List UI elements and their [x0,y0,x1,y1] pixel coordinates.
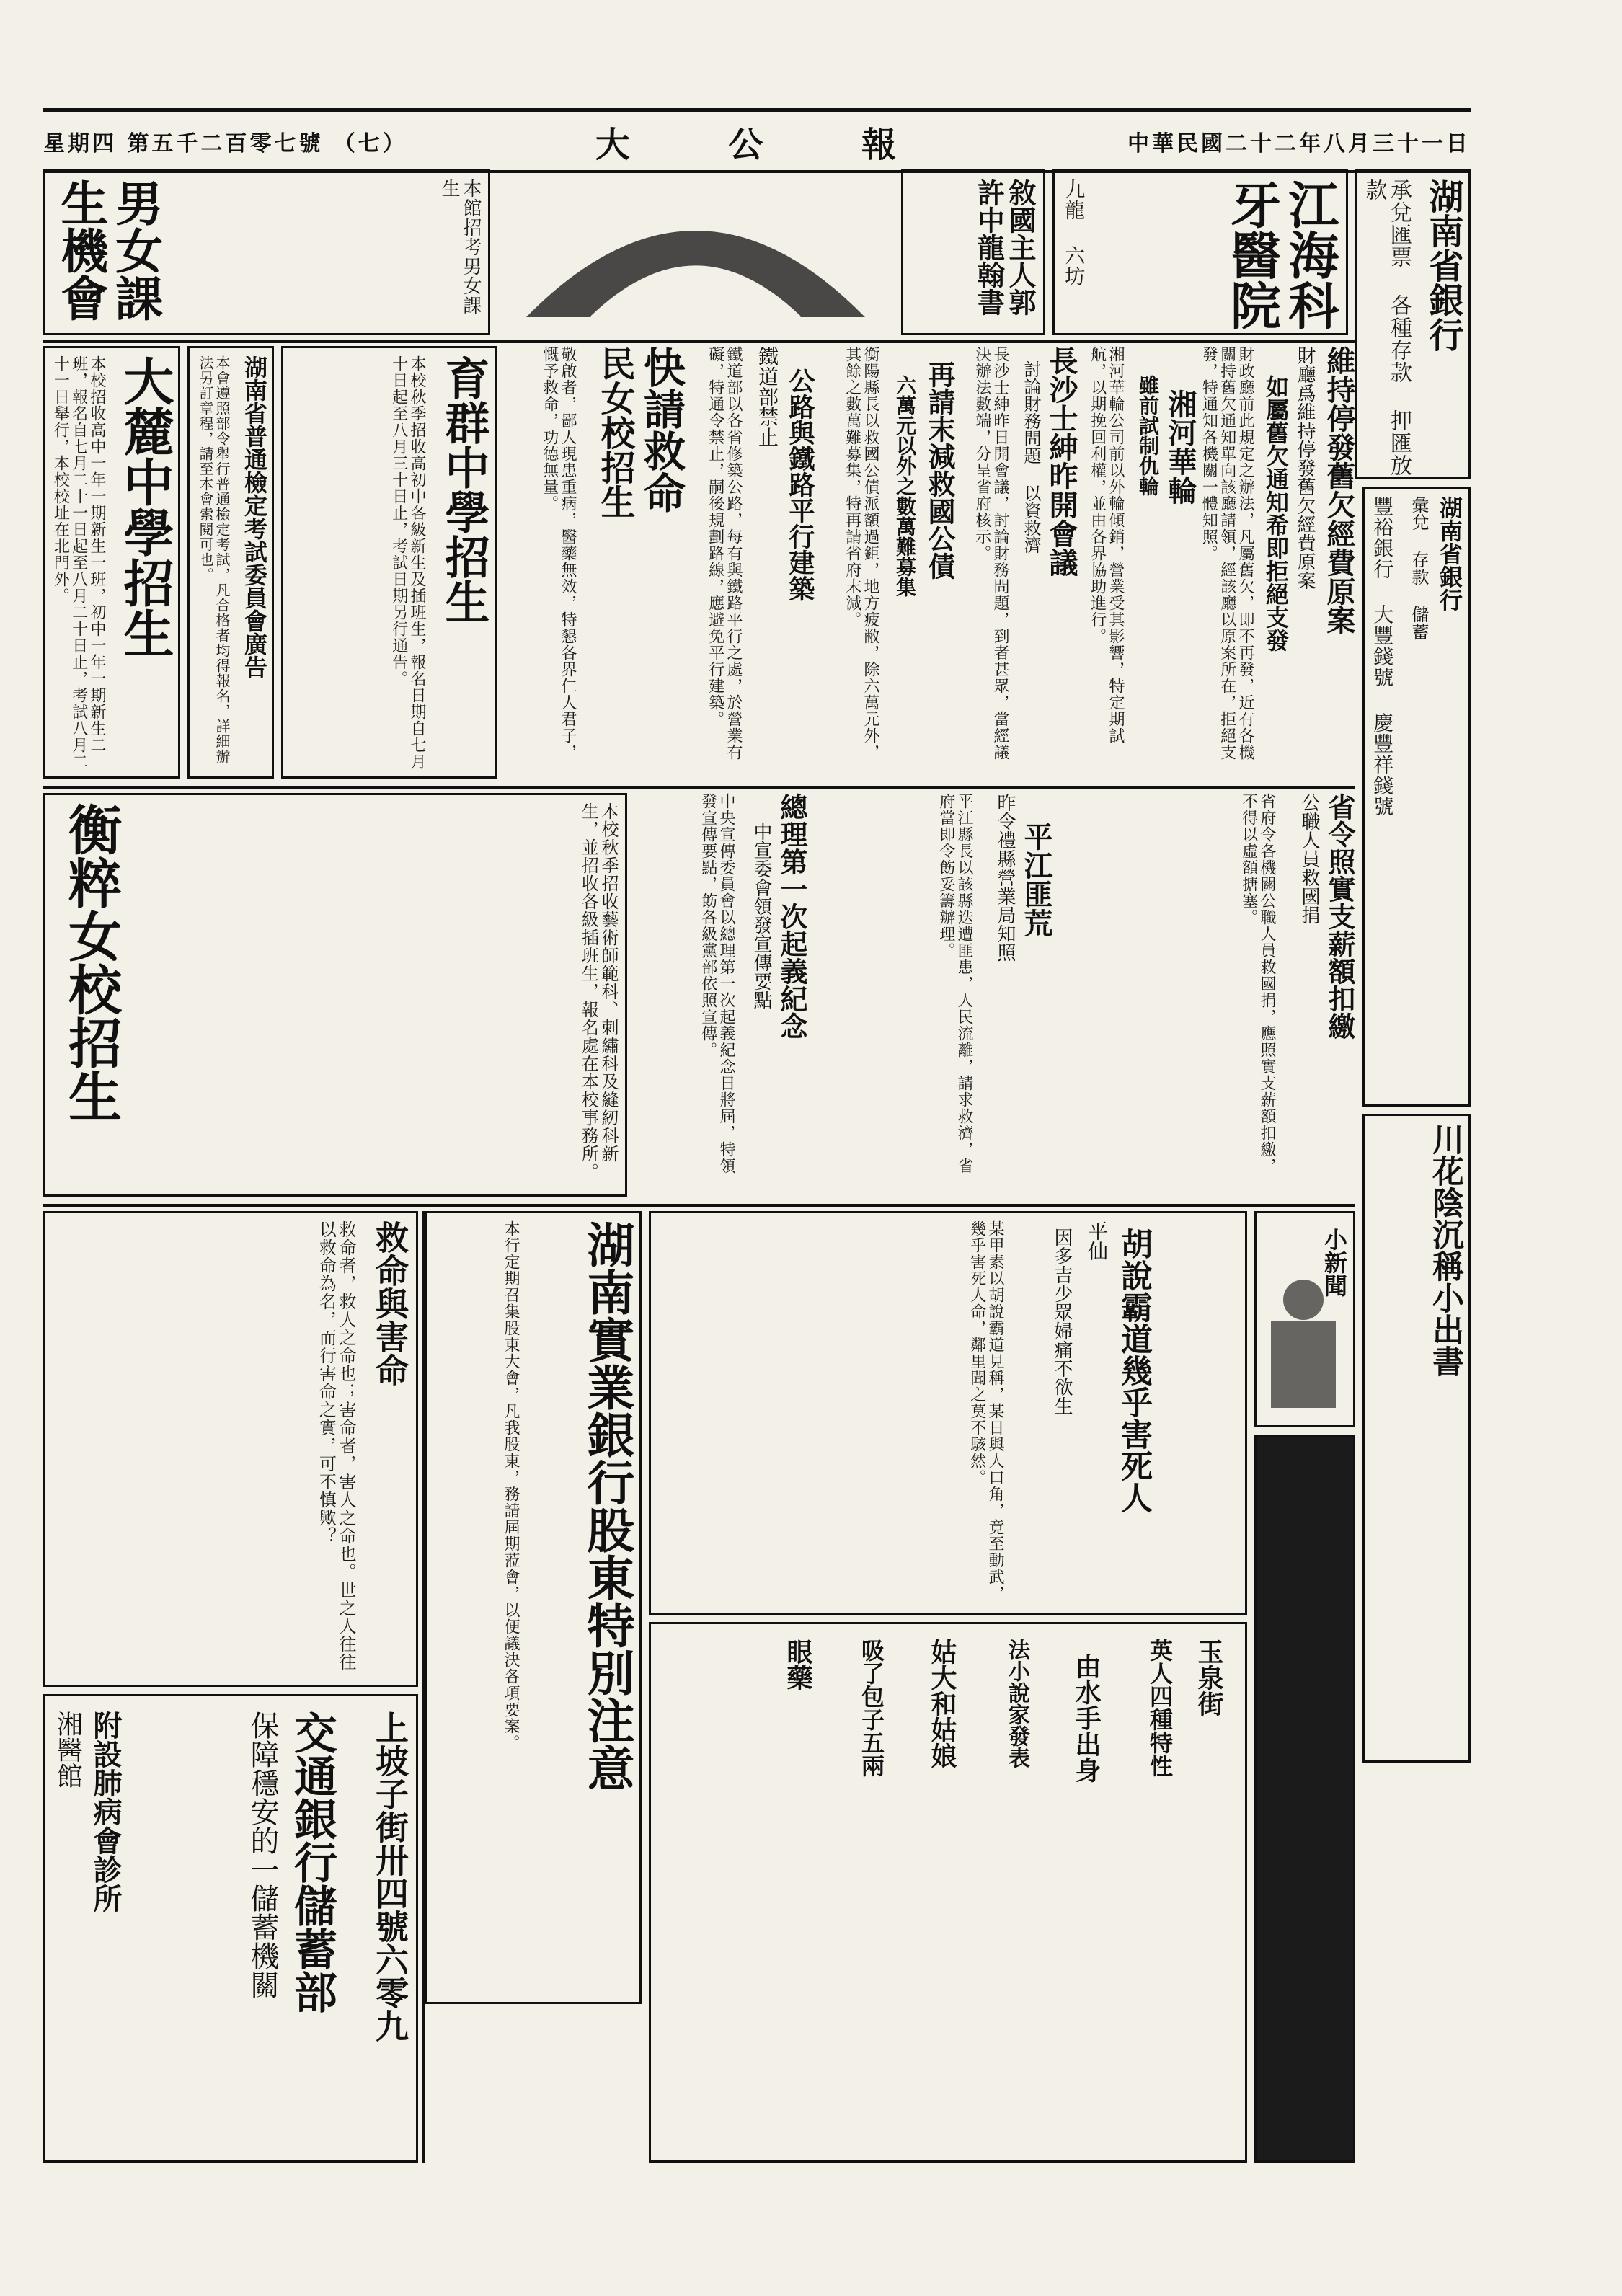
comm-bank-sub: 保障穩安的一儲蓄機關 [246,1711,279,1999]
serial-story-body: 某甲素以胡說霸道見稱，某日與人口角，竟至動武，幾乎害死人命，鄰里聞之莫不駭然。 [967,1220,1004,1602]
news-col1-sub2: 如屬舊欠通知希即拒絕支發 [1262,375,1290,652]
small-news-right-title: 川花陰沉稱小出書 [1427,1123,1463,1377]
hospital-title: 湘醫館 [53,1711,83,1789]
news-col5-headline: 公路與鐵路平行建築 [785,368,815,601]
ad-yuquan: 玉泉街 [1194,1639,1224,1716]
news-col1-body: 財政廳前此規定之辦法，凡屬舊欠，即不再發，近有各機關持舊欠通知單向該廳請領，經該廳以原案所在，拒絕支發，特通知各機關一體知照。 [1200,346,1254,761]
news-col12-sub: 中宣委會領發宣傳要點 [750,822,772,1009]
industrial-bank-headline: 湖南實業銀行股東特別注意 [579,1220,635,1791]
course-recruit-body: 本館招考男女課生 [438,179,482,315]
ad-french-novelist: 法小說家發表 [1004,1639,1029,1768]
dalu-body: 本校招收高中一年一期新生一班，初中一年一期新生二班，報名自七月二十一日起至八月二十日止，考試八月二十一日舉行，本校校址在北門外。 [51,355,106,770]
news-col4-sub: 六萬元以外之數萬難募集 [893,375,917,597]
course-recruit-title: 男女課生機會 [52,179,164,322]
middle-rule [43,786,1355,789]
news-col12-headline: 總理第一次起義紀念 [776,793,808,1040]
hengcui-headline: 衡粹女校招生 [60,802,123,1122]
news-col3-body: 長沙士紳昨日開會議，討論財務問題，到者甚眾，當經議決辦法數端，分呈省府核示。 [972,346,1009,761]
bank-list-title: 湖南省銀行 [1436,496,1463,611]
ad-sailor: 由水手出身 [1071,1653,1102,1783]
exam-committee-body: 本會遵照部令舉行普通檢定考試，凡合格者均得報名，詳細辦法另訂章程，請至本會索閱可也。 [197,355,231,764]
comm-bank-address: 上坡子街卅四號六零九 [371,1711,409,2042]
dental-hospital-title: 江海科牙醫院 [1222,179,1340,330]
news-col11 [1060,793,1355,1197]
hengcui-body: 本校秋季招收藝術師範科、刺繡科及縫紉科新生，並招收各級插班生，報名處在本校事務所。 [578,802,619,1181]
small-news-illustration [1254,1211,1355,1427]
news-col4-body: 衡陽縣長以救國公債派額過鉅，地方疲敝，除六萬元外，其餘之數萬難募集，特再請省府末減。 [843,346,879,761]
small-news-column [1362,1114,1471,1763]
reprint-text: 敘國主人郭許中龍翰書 [972,179,1037,316]
exam-committee-ad [187,346,274,779]
news-col3-headline: 長沙士紳昨開會議 [1045,346,1078,577]
dalu-school-ad [43,346,180,779]
lower-rule [43,1204,1355,1207]
ad-buns: 吸了包子五兩 [858,1639,885,1777]
hunan-bank-sub: 承兌匯票 各種存款 押匯放款 [1361,179,1412,477]
ad-four-traits: 英人四種特性 [1146,1639,1174,1777]
yuqun-headline: 育群中學招生 [438,355,490,624]
news-col2-sub: 雖前試制仇輪 [1136,375,1160,496]
news-col11-headline: 省令照實支薪額扣繳 [1324,793,1356,1040]
news-col11-sub: 公職人員救國捐 [1298,793,1320,924]
ad-lady: 姑大和姑娘 [927,1639,957,1768]
editorial-headline: 救命與害命 [371,1220,409,1386]
news-col3 [959,346,1078,779]
dental-hospital-ad [1052,169,1348,335]
urgent-body: 敬啟者，鄙人現患重病，醫藥無效，特懇各界仁人君子，慨予救命，功德無量。 [540,346,577,761]
serial-story [649,1211,1247,1615]
urgent-headline: 快請救命 [637,346,686,513]
news-col5-body: 鐵道部以各省修築公路，每有與鐵路平行之處，於營業有礙，特通令禁止，嗣後規劃路線，應避免平行建築。 [706,346,743,761]
small-news-title: 小新聞 [1321,1228,1348,1297]
reprint-notice [901,169,1045,335]
hunan-bank-ad [1355,169,1471,479]
news-col1-sub1: 財廳爲維持停發舊欠經費原案 [1294,346,1316,590]
news-col5-sub: 鐵道部禁止 [755,346,779,447]
exam-committee-headline: 湖南省普通檢定考試委員會廣告 [241,355,268,678]
news-col13 [815,793,1052,1197]
bottom-right-ad [1254,1435,1355,2163]
news-col2-headline: 湘河華輪 [1164,389,1197,505]
ornament-fan [497,173,894,332]
news-col13-body: 平江縣長以該縣迭遭匪患，人民流離，請求救濟，省府當即令飭妥籌辦理。 [936,793,973,1174]
serial-story-author: 平仙 [1085,1220,1109,1261]
editorial-body: 救命者，救人之命也；害命者，害人之命也。世之人往往以救命為名，而行害命之實，可不慎歟？ [316,1220,356,1671]
industrial-bank-notice [425,1211,642,2004]
news-col13-sub: 昨令禮縣營業局知照 [994,793,1016,962]
ad-eyedrops: 眼藥 [783,1639,813,1690]
course-recruit-ad [43,169,490,335]
top-rule [43,340,1355,343]
bank-list-sub: 彙兌 存款 儲蓄 [1409,496,1429,640]
news-col2 [1081,346,1197,779]
comm-bank-title: 交通銀行儲蓄部 [287,1711,337,2013]
yuqun-school-ad [281,346,497,779]
dental-hospital-sub: 九龍 六坊 [1062,179,1086,287]
hunan-bank-title: 湖南省銀行 [1423,179,1463,352]
urgent-notice [505,346,685,779]
news-col12 [634,793,807,1197]
masthead-title: 大 公 報 [595,124,940,165]
masthead-date: 中華民國二十二年八月三十一日 [1127,131,1471,156]
news-col5 [692,346,815,779]
news-col4-headline: 再請末減救國公債 [923,360,956,580]
news-col13-headline: 平江匪荒 [1019,822,1053,937]
yuqun-body: 本校秋季招收高初中各級新生及插班生，報名日期自七月十日起至八月三十日止，考試日期另行通告。 [389,355,426,770]
dalu-headline: 大麓中學招生 [115,355,175,658]
masthead-issue: 星期四 第五千二百零七號 （七） [43,131,407,156]
serial-story-sub: 因多吉少眾婦痛不欲生 [1051,1228,1073,1415]
news-col1-headline: 維持停發舊欠經費原案 [1322,346,1356,634]
hengcui-school-ad [43,793,627,1197]
communications-bank-ad [43,1694,418,2163]
serial-story-headline: 胡說霸道幾乎害死人 [1115,1228,1152,1513]
news-col4 [822,346,955,779]
editorial-block [43,1211,418,1687]
hospital-sub: 附設肺病會診所 [89,1711,123,1912]
news-col11-body: 省府令各機關公職人員救國捐，應照實支薪額扣繳，不得以虛額搪塞。 [1239,793,1276,1174]
bank-list-names: 豐裕銀行 大豐錢號 慶豐祥錢號 [1370,496,1395,817]
masthead [43,108,1471,173]
news-col12-body: 中央宣傳委員會以總理第一次起義紀念日將屆，特領發宣傳要點，飭各級黨部依照宣傳。 [699,793,735,1174]
urgent-sub: 民女校招生 [595,346,635,519]
bank-list-ad [1362,487,1471,1107]
ads-grid-middle [649,1622,1247,2163]
left-divider [422,1211,425,2163]
industrial-bank-body: 本行定期召集股東大會，凡我股東，務請屆期蒞會，以便議決各項要案。 [502,1220,520,1751]
news-col3-sub: 討論財務問題 以資救濟 [1021,360,1041,554]
news-col2-body: 湘河華輪公司前以外輪傾銷，營業受其影響，特定期試航，以期挽回利權，並由各界協助進行。 [1088,346,1125,744]
news-col1 [1200,346,1356,779]
